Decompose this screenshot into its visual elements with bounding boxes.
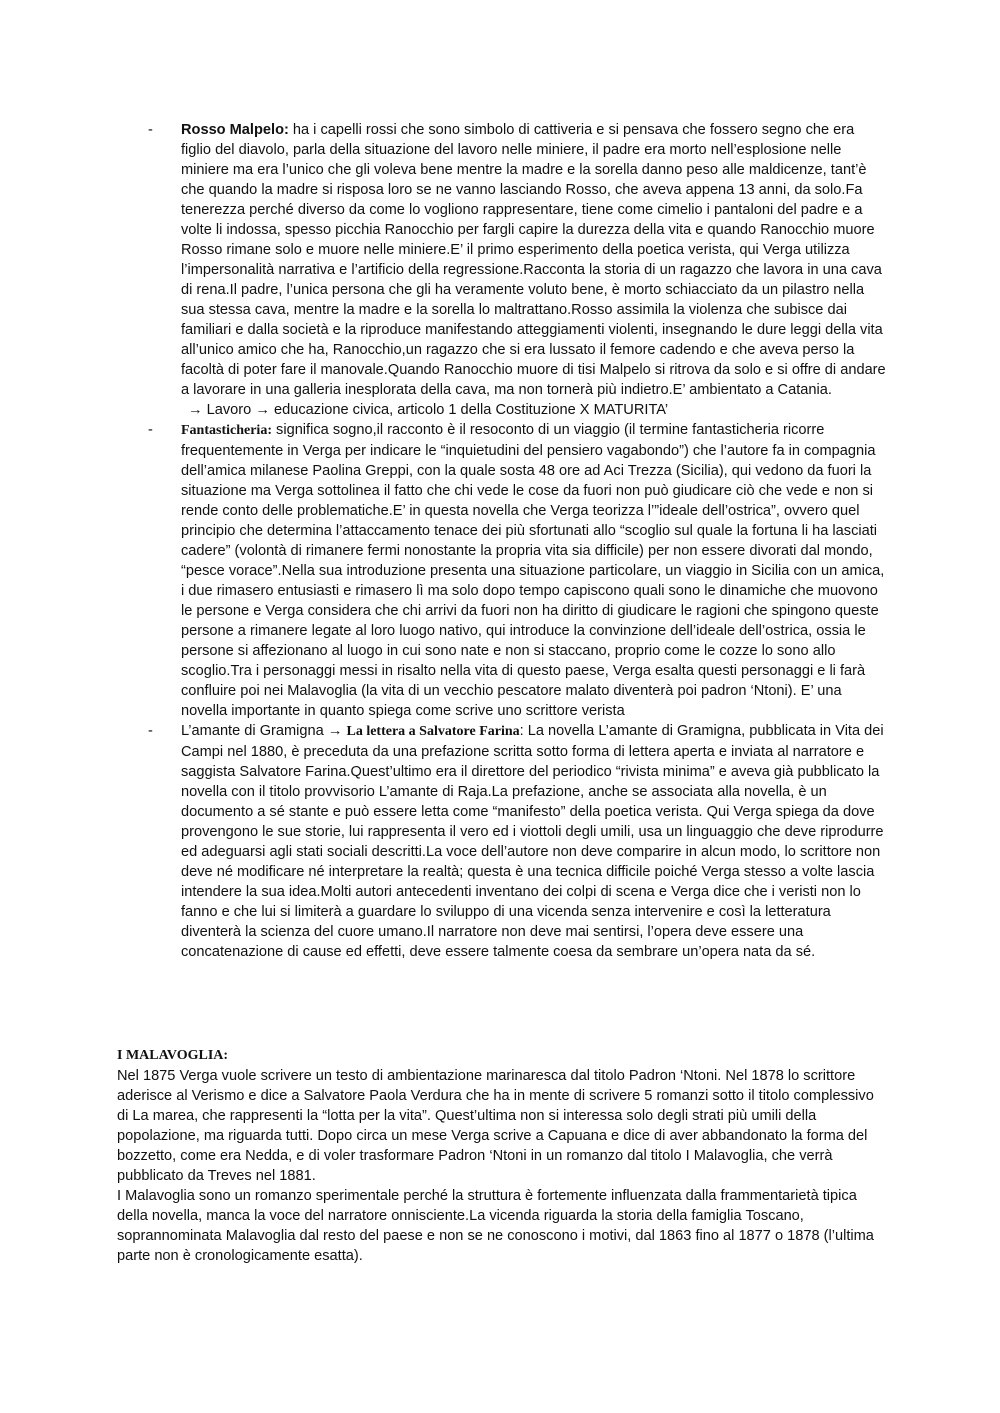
bullet-dash: -: [148, 723, 153, 739]
bullet-dash: -: [148, 422, 153, 438]
bullet-dash: -: [148, 122, 153, 138]
item-heading: La lettera a Salvatore Farina: [346, 724, 520, 739]
bullet-list: [148, 120, 888, 962]
section-title: I MALAVOGLIA:: [117, 1048, 229, 1063]
item-subline: → Lavoro → educazione civica, articolo 1 della Costituzione X MATURITA’: [188, 402, 669, 418]
item-text: ha i capelli rossi che sono simbolo di cattiveria e si pensava che fossero segno che era figlio del diavolo, parla della situazione del lavoro nelle miniere, il padre era morto nell’esplosione nelle miniere ma era l’unico che gli voleva bene mentre la madre e la sorella danno peso alle maldicenze, tant’è che quando la madre si risposa loro se ne vanno lasciando Rosso, che aveva appena 13 anni, da solo.Fa tenerezza perché diverso da come lo vogliono rappresentare, tiene come cimelio i pantaloni del padre e a volte li indossa, spesso picchia Ranocchio per fargli capire la durezza della vita e quando Ranocchio muore Rosso rimane solo e muore nelle miniere.E’ il primo esperimento della poetica verista, qui Verga utilizza l’impersonalità narrativa e l’artificio della regressione.Racconta la storia di un ragazzo che lavora in una cava di rena.Il padre, l’unica persona che gli ha veramente voluto bene, è morto schiacciato da un pilastro nella sua stessa cava, mentre la madre e la sorella lo maltrattano.Rosso assimila la violenza che subisce dai familiari e dalla società e la riproduce manifestando atteggiamenti violenti, insegnando le dure leggi della vita all’unico amico che ha, Ranocchio,un ragazzo che si era lussato il femore cadendo e che aveva perso la facoltà di poter fare il manovale.Quando Ranocchio muore di tisi Malpelo si ritrova da solo e si offre di andare a lavorare in una galleria inesplorata della cava, ma non tornerà più indietro.E’ ambientato a Catania.: [181, 122, 886, 398]
list-item-fantasticheria: [148, 420, 888, 721]
item-paragraph: [181, 120, 888, 400]
section-paragraph: I Malavoglia sono un romanzo sperimentale perché la struttura è fortemente influenzata dalla frammentarietà tipica della novella, manca la voce del narratore onnisciente.La vicenda riguarda la storia della famiglia Toscano, soprannominata Malavoglia dal resto del paese e non se ne conoscono i motivi, dal 1863 fino al 1877 o 1878 (l’ultima parte non è cronologicamente esatta).: [117, 1188, 874, 1264]
item-prefix: L’amante di Gramigna →: [181, 723, 347, 739]
list-item-rosso-malpelo: [148, 120, 888, 420]
item-text: : La novella L’amante di Gramigna, pubblicata in Vita dei Campi nel 1880, è preceduta da una prefazione scritta sotto forma di lettera aperta e inviata al narratore e saggista Salvatore Farina.Quest’ultimo era il direttore del periodico “rivista minima” e aveva già pubblicato la novella con il titolo provvisorio L’amante di Raja.La prefazione, anche se associata alla novella, è un documento a sé stante e può essere letta come “manifesto” della poetica verista. Qui Verga spiega da dove provengono le sue storie, lui rappresenta il vero ed i viottoli degli umili, usa un linguaggio che deve riprodurre ed adeguarsi agli stati sociali descritti.La voce dell’autore non deve comparire in alcun modo, lo scrittore non deve né modificare né interpretare la realtà; questa è una tecnica difficile poiché Verga stesso a volte lascia intendere la sua idea.Molti autori antecedenti inventano dei colpi di scena e Verga dice che i veristi non lo fanno e che lui si limiterà a guardare lo sviluppo di una vicenda senza intervenire e così la letteratura diventerà la scienza del cuore umano.Il narratore non deve mai sentirsi, l’opera deve essere una concatenazione di cause ed effetti, deve essere talmente coesa da sembrare un’opera nata da sé.: [181, 723, 884, 960]
malavoglia-section: [117, 1046, 887, 1266]
section-paragraph: Nel 1875 Verga vuole scrivere un testo di ambientazione marinaresca dal titolo Padron ‘Ntoni. Nel 1878 lo scrittore aderisce al Verismo e dice a Salvatore Paola Verdura che ha in mente di scrivere 5 romanzi sotto il titolo complessivo di La marea, che rappresenti la “lotta per la vita”. Quest’ultima non si interessa solo degli strati più umili della popolazione, ma riguarda tutti. Dopo circa un mese Verga scrive a Capuana e dice di aver abbandonato la forma del bozzetto, come era Nedda, e di voler trasformare Padron ‘Ntoni in un romanzo dal titolo I Malavoglia, che verrà pubblicato da Treves nel 1881.: [117, 1068, 874, 1184]
list-item-amante-di-gramigna: [148, 721, 888, 962]
item-heading: Rosso Malpelo:: [181, 122, 289, 138]
item-heading: Fantasticheria:: [181, 423, 272, 438]
item-paragraph: [181, 721, 888, 962]
item-text: significa sogno,il racconto è il resoconto di un viaggio (il termine fantasticheria ricorre frequentemente in Verga per indicare le “inquietudini del pensiero vagabondo”) che l’autore fa in compagnia dell’amica milanese Paolina Greppi, con la quale sosta 48 ore ad Aci Trezza (Sicilia), qui vedono da fuori la situazione ma Verga sottolinea il fatto che chi vede le cose da fuori non può giudicare ciò che vede e non si rende conto delle problematiche.E’ in questa novella che Verga teorizza l’”ideale dell’ostrica”, ovvero quel principio che determina l’attaccamento tenace dei più sfortunati allo “scoglio sul quale la fortuna li ha lasciati cadere” (volontà di rimanere fermi nonostante la propria vita sia difficile) per non essere divorati dal mondo, “pesce vorace”.Nella sua introduzione presenta una situazione particolare, un viaggio in Sicilia con un amica, i due rimasero entusiasti e rimasero lì ma solo dopo tempo capiscono quali sono le dinamiche che muovono le persone e Verga considera che chi arrivi da fuori non ha diritto di giudicare le ragioni che spingono queste persone a rimanere legate al loro luogo nativo, qui introduce la convinzione dell’ideale dell’ostrica, ossia le persone si affezionano al luogo in cui sono nate e non si staccano, proprio come le cozze lo sono allo scoglio.Tra i personaggi messi in risalto nella vita di questo paese, Verga esalta questi personaggi e li farà confluire poi nei Malavoglia (la vita di un vecchio pescatore malato diventerà poi padron ‘Ntoni). E’ una novella importante in quanto spiega come scrive uno scrittore verista: [181, 422, 885, 719]
item-paragraph: [181, 420, 888, 721]
